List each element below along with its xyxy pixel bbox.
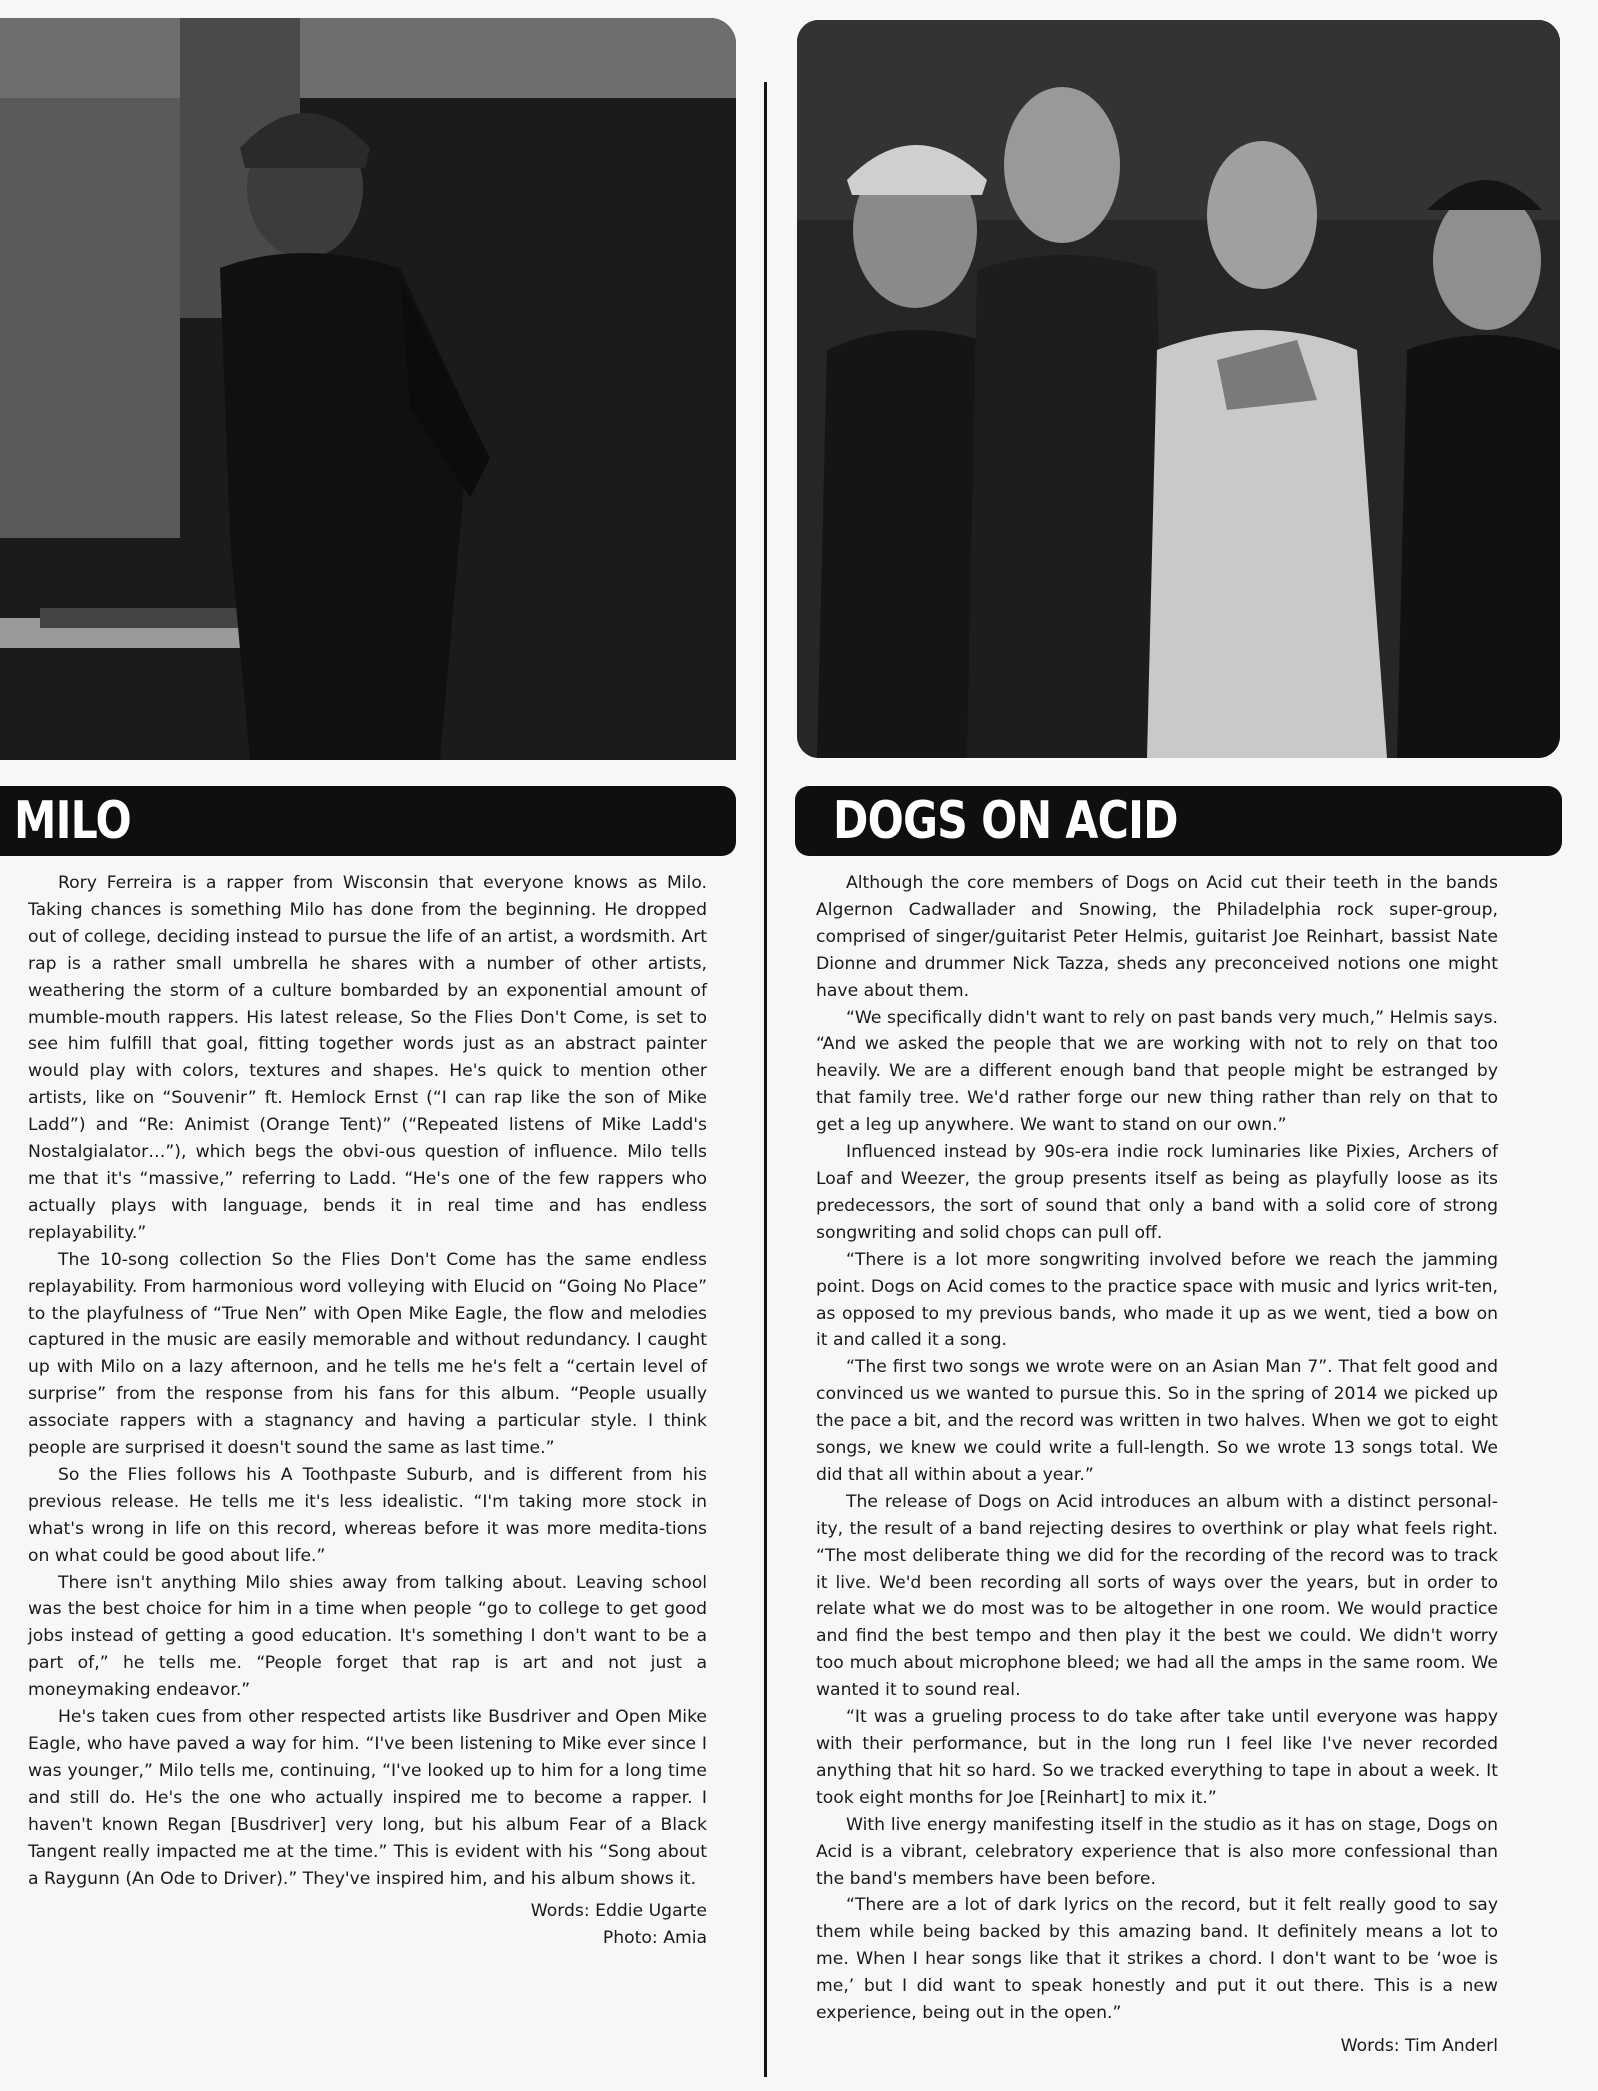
dogs-words-credit: Words: Tim Anderl (1340, 2035, 1498, 2056)
milo-paragraph: So the Flies follows his A Toothpaste Suburb, and is different from his previous release. He tells me it's less idealistic. “I'm taking more stock in what's wrong in life on this record, whereas before it was more medita-tions on what could be good about life.” (28, 1464, 707, 1566)
milo-credits (28, 1898, 707, 1952)
dogs-on-acid-photo (797, 20, 1560, 758)
dogs-paragraph: Although the core members of Dogs on Acid cut their teeth in the bands Algernon Cadwallader and Snowing, the Philadelphia rock super-group, comprised of singer/guitarist Peter Helmis, guitarist Joe Reinhart, bassist Nate Dionne and drummer Nick Tazza, sheds any preconceived notions one might have about them. (816, 873, 1498, 1001)
milo-photo (0, 18, 736, 760)
milo-title: MILO (14, 791, 131, 851)
dogs-paragraph: “There are a lot of dark lyrics on the record, but it felt really good to say them while being backed by this amazing band. It definitely means a lot to me. When I hear songs like that it strikes a chord. I don't want to be ‘woe is me,’ but I did want to speak honestly and put it out there. This is a new experience, being out in the open.” (816, 1895, 1498, 2024)
milo-words-credit: Words: Eddie Ugarte (530, 1901, 707, 1922)
dogs-paragraph: “There is a lot more songwriting involved before we reach the jamming point. Dogs on Acid comes to the practice space with music and lyrics writ-ten, as opposed to my previous bands, who made it up as we went, tied a bow on it and called it a song. (816, 1249, 1498, 1351)
dogs-credits (816, 2033, 1498, 2060)
dogs-paragraph: “It was a grueling process to do take after take until everyone was happy with their performance, but in the long run I feel like I've never recorded anything that hit so hard. So we tracked everything to tape in about a week. It took eight months for Joe [Reinhart] to mix it.” (816, 1707, 1498, 1808)
milo-article (28, 870, 707, 1952)
milo-paragraph: Rory Ferreira is a rapper from Wisconsin that everyone knows as Milo. Taking chances is something Milo has done from the beginning. He dropped out of college, deciding instead to pursue the life of an artist, a wordsmith. Art rap is a rather small umbrella he shares with a number of other artists, weathering the storm of a culture bombarded by an exponential amount of mumble-mouth rappers. His latest release, So the Flies Don't Come, is set to see him fulfill that goal, fitting together words just as an abstract painter would play with colors, textures and shapes. He's quick to mention other artists, like on “Souvenir” ft. Hemlock Ernst (“I can rap like the son of Mike Ladd”) and “Re: Animist (Orange Tent)” (“Repeated listens of Mike Ladd's Nostalgialator…”), which begs the obvi-ous question of influence. Milo tells me that it's “massive,” referring to Ladd. “He's one of the few rappers who actually plays with language, bends it in real time and has endless replayability.” (28, 873, 707, 1243)
dogs-on-acid-title: DOGS ON ACID (833, 791, 1178, 851)
milo-paragraph: There isn't anything Milo shies away from talking about. Leaving school was the best choice for him in a time when people “go to college to get good jobs instead of getting a good education. It's something I don't want to be a part of,” he tells me. “People forget that rap is art and not just a moneymaking endeavor.” (28, 1572, 707, 1701)
milo-photo-credit: Photo: Amia (602, 1928, 707, 1949)
dogs-paragraph: The release of Dogs on Acid introduces an album with a distinct personal-ity, the result of a band rejecting desires to overthink or play what feels right. “The most deliberate thing we did for the recording of the record was to track it live. We'd been recording all sorts of ways over the years, but in order to relate what we do most was to be altogether in one room. We would practice and find the best tempo and then play it the best we could. We didn't worry too much about microphone bleed; we had all the amps in the same room. We wanted it to sound real. (816, 1491, 1498, 1701)
dogs-paragraph: “The first two songs we wrote were on an Asian Man 7”. That felt good and convinced us we wanted to pursue this. So in the spring of 2014 we picked up the pace a bit, and the record was written in two halves. When we got to eight songs, we knew we could write a full-length. So we wrote 13 songs total. We did that all within about a year.” (816, 1357, 1498, 1485)
column-divider (764, 82, 767, 2077)
milo-heading-banner (0, 786, 736, 856)
dogs-paragraph: Influenced instead by 90s-era indie rock luminaries like Pixies, Archers of Loaf and Weezer, the group presents itself as being as playfully loose as its predecessors, the sort of sound that only a band with a solid core of strong songwriting and solid chops can pull off. (816, 1142, 1498, 1243)
milo-paragraph: He's taken cues from other respected artists like Busdriver and Open Mike Eagle, who have paved a way for him. “I've been listening to Mike ever since I was younger,” Milo tells me, continuing, “I've looked up to him for a long time and still do. He's the one who actually inspired me to become a rapper. I haven't known Regan [Busdriver] very long, but his album Fear of a Black Tangent really impacted me at the time.” This is evident with his “Song about a Raygunn (An Ode to Driver).” They've inspired him, and his album shows it. (28, 1707, 707, 1889)
dogs-on-acid-heading-banner (795, 786, 1562, 856)
dogs-paragraph: “We specifically didn't want to rely on past bands very much,” Helmis says. “And we asked the people that we are working with not to rely on that too heavily. We are a different enough band that people might be estranged by that family tree. We'd rather forge our new thing rather than rely on that to get a leg up anywhere. We want to stand on our own.” (816, 1007, 1498, 1136)
dogs-on-acid-article (816, 870, 1498, 2060)
milo-paragraph: The 10-song collection So the Flies Don't Come has the same endless replayability. From harmonious word volleying with Elucid on “Going No Place” to the playfulness of “True Nen” with Open Mike Eagle, the flow and melodies captured in the music are easily memorable and without redundancy. I caught up with Milo on a lazy afternoon, and he tells me he's felt a “certain level of surprise” from the response from his fans for this album. “People usually associate rappers with a stagnancy and having a particular style. I think people are surprised it doesn't sound the same as last time.” (28, 1249, 707, 1459)
dogs-paragraph: With live energy manifesting itself in the studio as it has on stage, Dogs on Acid is a vibrant, celebratory experience that is also more confessional than the band's members have been before. (816, 1814, 1498, 1889)
